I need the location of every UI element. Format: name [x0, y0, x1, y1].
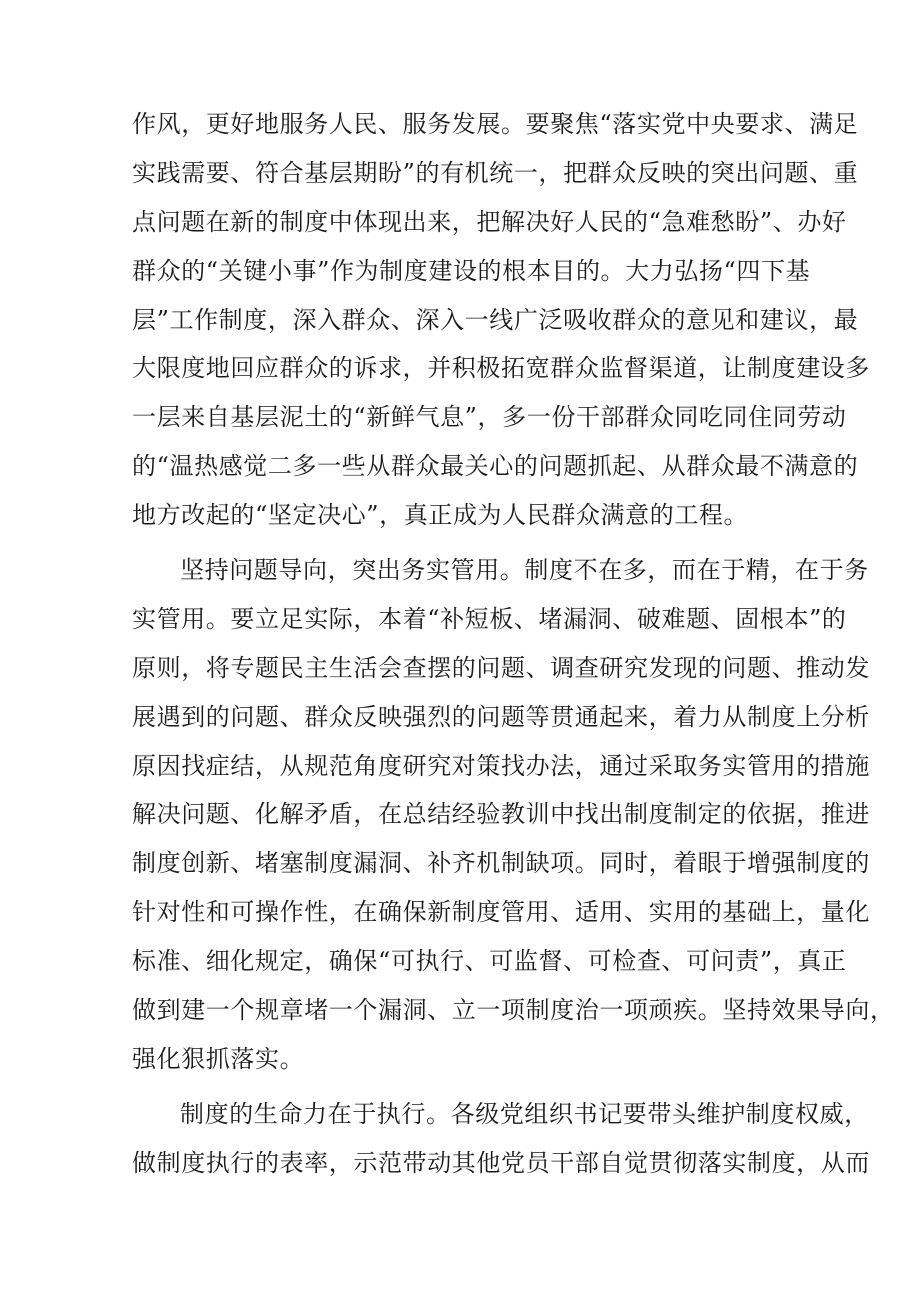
paragraph-1: [132, 100, 870, 540]
text-line: 制度的生命力在于执行。各级党组织书记要带头维护制度权威，: [180, 1099, 869, 1128]
text-line: 实践需要、符合基层期盼”的有机统一，把群众反映的突出问题、重: [132, 158, 859, 187]
text-line: 实管用。要立足实际，本着“补短板、堵漏洞、破难题、固根本”的: [132, 604, 847, 633]
text-line: 原因找症结，从规范角度研究对策找办法，通过采取务实管用的措施: [132, 751, 870, 780]
text-line: 群众的“关键小事”作为制度建设的根本目的。大力弘扬“四下基: [132, 256, 811, 285]
text-line: 大限度地回应群众的诉求，并积极拓宽群众监督渠道，让制度建设多: [132, 354, 870, 383]
text-line: 制度创新、堵塞制度漏洞、补齐机制缺项。同时，着眼于增强制度的: [132, 849, 870, 878]
text-line: 点问题在新的制度中体现出来，把解决好人民的“急难愁盼”、办好: [132, 207, 847, 236]
text-line: 一层来自基层泥土的“新鲜气息”，多一份干部群众同吃同住同劳动: [132, 403, 847, 432]
text-line: 解决问题、化解矛盾，在总结经验教训中找出制度制定的依据，推进: [132, 800, 870, 829]
text-line: 标准、细化规定，确保“可执行、可监督、可检查、可问责”，真正: [132, 947, 847, 976]
paragraph-3: [132, 1090, 870, 1188]
paragraph-2: [132, 546, 895, 1084]
text-line: 地方改起的“坚定决心”，真正成为人民群众满意的工程。: [132, 501, 749, 530]
text-line: 展遇到的问题、群众反映强烈的问题等贯通起来，着力从制度上分析: [132, 702, 870, 731]
text-line: 做到建一个规章堵一个漏洞、立一项制度治一项顽疾。坚持效果导向，: [132, 996, 895, 1025]
document-page: [132, 100, 895, 1188]
text-line: 针对性和可操作性，在确保新制度管用、适用、实用的基础上，量化: [132, 898, 870, 927]
text-line: 做制度执行的表率，示范带动其他党员干部自觉贯彻落实制度，从而: [132, 1148, 870, 1177]
text-line: 层”工作制度，深入群众、深入一线广泛吸收群众的意见和建议，最: [132, 305, 859, 334]
text-line: 强化狠抓落实。: [132, 1044, 305, 1073]
text-line: 的“温热感觉二多一些从群众最关心的问题抓起、从群众最不满意的: [132, 452, 859, 481]
text-line: 作风，更好地服务人民、服务发展。要聚焦“落实党中央要求、满足: [132, 110, 859, 138]
text-line: 坚持问题导向，突出务实管用。制度不在多，而在于精，在于务: [180, 556, 869, 585]
text-line: 原则，将专题民主生活会查摆的问题、调查研究发现的问题、推动发: [132, 653, 870, 682]
